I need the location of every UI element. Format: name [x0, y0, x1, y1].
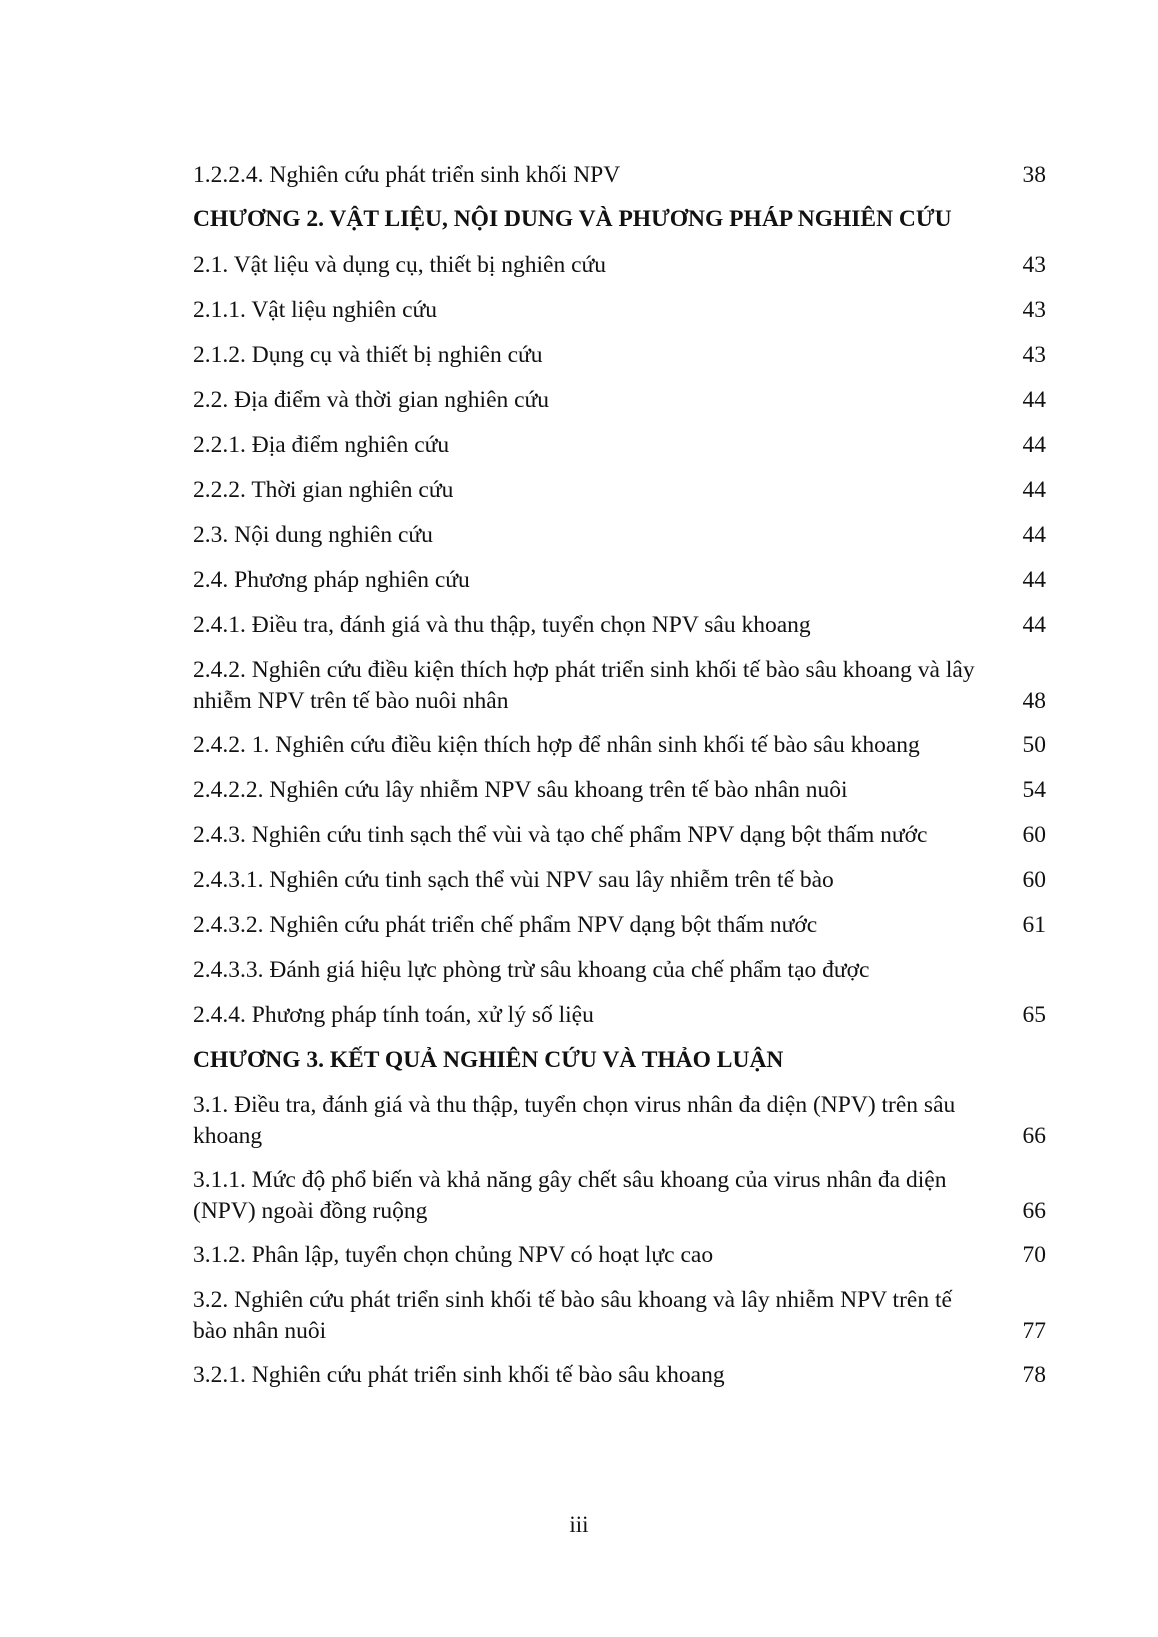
toc-entry-title: 2.1.1. Vật liệu nghiên cứu — [193, 297, 437, 323]
toc-entry-title: 2.4.3.3. Đánh giá hiệu lực phòng trừ sâu khoang của chế phẩm tạo được — [193, 957, 870, 983]
toc-entry-title: 3.1.2. Phân lập, tuyển chọn chủng NPV có hoạt lực cao — [193, 1242, 714, 1268]
toc-entry-title: 3.2. Nghiên cứu phát triển sinh khối tế bào sâu khoang và lây nhiễm NPV trên tế bào nhân nuôi — [193, 1287, 952, 1344]
toc-entry-title: 3.1. Điều tra, đánh giá và thu thập, tuyển chọn virus nhân đa diện (NPV) trên sâu khoang — [193, 1092, 956, 1149]
toc-entry-page-number: 70 — [1022, 1242, 1046, 1268]
toc-entry — [193, 565, 1046, 596]
toc-entry — [193, 1165, 1046, 1227]
toc-entry-title: 2.1. Vật liệu và dụng cụ, thiết bị nghiên cứu — [193, 252, 607, 278]
toc-entry-title: 1.2.2.4. Nghiên cứu phát triển sinh khối NPV — [193, 162, 621, 188]
toc-entry-title: 2.4. Phương pháp nghiên cứu — [193, 567, 470, 593]
toc-entry — [193, 955, 1046, 986]
toc-entry-page-number: 44 — [1022, 612, 1046, 638]
toc-entry — [193, 910, 1046, 941]
toc-entry-title: 2.4.3.2. Nghiên cứu phát triển chế phẩm NPV dạng bột thấm nước — [193, 912, 818, 938]
toc-entry-title: 2.4.2. Nghiên cứu điều kiện thích hợp phát triển sinh khối tế bào sâu khoang và lây nhiễm NPV trên tế bào nuôi nhân — [193, 657, 975, 714]
toc-entry — [193, 775, 1046, 806]
toc-entry-title: 3.2.1. Nghiên cứu phát triển sinh khối tế bào sâu khoang — [193, 1362, 725, 1388]
toc-entry-page-number: 44 — [1022, 522, 1046, 548]
toc-entry-title: 2.4.3.1. Nghiên cứu tinh sạch thể vùi NPV sau lây nhiễm trên tế bào — [193, 867, 834, 893]
toc-entry-title: CHƯƠNG 3. KẾT QUẢ NGHIÊN CỨU VÀ THẢO LUẬN — [193, 1047, 784, 1073]
toc-entry-title: CHƯƠNG 2. VẬT LIỆU, NỘI DUNG VÀ PHƯƠNG PHÁP NGHIÊN CỨU — [193, 206, 952, 232]
toc-entry-page-number: 78 — [1022, 1362, 1046, 1388]
toc-entry — [193, 610, 1046, 641]
toc-entry-title: 2.4.2.2. Nghiên cứu lây nhiễm NPV sâu khoang trên tế bào nhân nuôi — [193, 777, 848, 803]
toc-entry-page-number: 66 — [1022, 1123, 1046, 1149]
toc-entry-title: 3.1.1. Mức độ phổ biến và khả năng gây chết sâu khoang của virus nhân đa diện (NPV) ngoài đồng ruộng — [193, 1167, 947, 1224]
toc-entry — [193, 730, 1046, 761]
toc-entry-title: 2.2.1. Địa điểm nghiên cứu — [193, 432, 450, 458]
toc-entry-page-number: 77 — [1022, 1318, 1046, 1344]
toc-entry-page-number: 44 — [1022, 567, 1046, 593]
toc-entry — [193, 295, 1046, 326]
toc-entry-page-number: 61 — [1022, 912, 1046, 938]
toc-entry-page-number: 54 — [1022, 777, 1046, 803]
toc-entry — [193, 520, 1046, 551]
toc-entry — [193, 385, 1046, 416]
toc-entry-page-number: 48 — [1022, 688, 1046, 714]
toc-entry-page-number: 65 — [1022, 1002, 1046, 1028]
toc-entry — [193, 475, 1046, 506]
toc-entry-title: 2.3. Nội dung nghiên cứu — [193, 522, 433, 548]
toc-entry — [193, 655, 1046, 717]
toc-entry-title: 2.4.3. Nghiên cứu tinh sạch thể vùi và tạo chế phẩm NPV dạng bột thấm nước — [193, 822, 928, 848]
toc-entry-page-number: 43 — [1022, 297, 1046, 323]
toc-entry-title: 2.4.2. 1. Nghiên cứu điều kiện thích hợp để nhân sinh khối tế bào sâu khoang — [193, 732, 920, 758]
toc-entry — [193, 250, 1046, 281]
toc-entry — [193, 865, 1046, 896]
toc-entry-page-number: 44 — [1022, 432, 1046, 458]
toc-entry-page-number: 66 — [1022, 1198, 1046, 1224]
toc-entry-page-number: 44 — [1022, 387, 1046, 413]
toc-chapter-heading — [193, 204, 1046, 235]
page-number: iii — [569, 1512, 589, 1537]
toc-entry — [193, 1090, 1046, 1152]
toc-entry-page-number: 60 — [1022, 867, 1046, 893]
toc-entry — [193, 1360, 1046, 1391]
toc-entry-title: 2.1.2. Dụng cụ và thiết bị nghiên cứu — [193, 342, 543, 368]
toc-entry — [193, 1285, 1046, 1347]
toc-entry-page-number: 44 — [1022, 477, 1046, 503]
toc-entry — [193, 1240, 1046, 1271]
toc-entry-page-number: 50 — [1022, 732, 1046, 758]
toc-entry — [193, 430, 1046, 461]
toc-entry-title: 2.4.1. Điều tra, đánh giá và thu thập, tuyển chọn NPV sâu khoang — [193, 612, 811, 638]
toc-entry-title: 2.2. Địa điểm và thời gian nghiên cứu — [193, 387, 550, 413]
toc-entry-title: 2.4.4. Phương pháp tính toán, xử lý số liệu — [193, 1002, 594, 1028]
toc-entry — [193, 160, 1046, 191]
toc-entry — [193, 340, 1046, 371]
toc-chapter-heading — [193, 1045, 1046, 1076]
toc-entry-page-number: 43 — [1022, 252, 1046, 278]
toc-entry — [193, 1000, 1046, 1031]
toc-entry-page-number: 38 — [1022, 162, 1046, 188]
toc-entry-page-number: 43 — [1022, 342, 1046, 368]
toc-entry-page-number: 60 — [1022, 822, 1046, 848]
toc-entry-title: 2.2.2. Thời gian nghiên cứu — [193, 477, 454, 503]
toc-entry — [193, 820, 1046, 851]
